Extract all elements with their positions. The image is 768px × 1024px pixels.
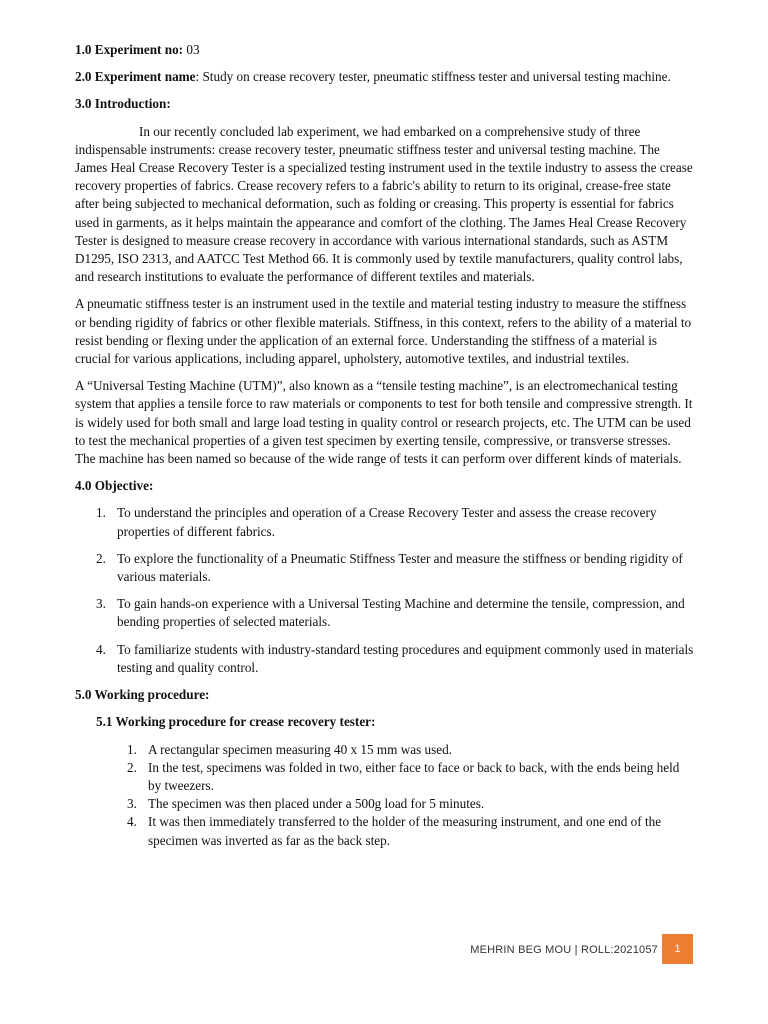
list-item: 3. The specimen was then placed under a 500g load for 5 minutes.	[127, 796, 485, 812]
intro-paragraph-3: A “Universal Testing Machine (UTM)”, also known as a “tensile testing machine”, is an electromechanical testing system that applies a tensile force to raw materials or components to test for both tensile and compressive strength. It is widely used for both small and large load testing in quality control or research projects, etc. The UTM can be used to test the mechanical properties of a given test specimen by exerting tensile, compressive, or transverse stresses. The machine has been named so because of the wide range of tests it can perform over different kinds of materials.	[75, 378, 693, 467]
objective-list	[75, 504, 694, 677]
experiment-name: 2.0 Experiment name: Study on crease recovery tester, pneumatic stiffness tester and universal testing machine.	[75, 69, 671, 85]
list-item: 4. To familiarize students with industry-standard testing procedures and equipment commonly used in materials testing and quality control.	[96, 641, 694, 675]
objective-heading: 4.0 Objective:	[75, 478, 154, 494]
list-item: 2. In the test, specimens was folded in two, either face to face or back to back, with the ends being held by tweezers.	[127, 759, 680, 793]
page-number-badge: 1	[662, 934, 693, 964]
footer-author-roll: MEHRIN BEG MOU | ROLL:2021057	[470, 944, 658, 956]
list-item: 2. To explore the functionality of a Pneumatic Stiffness Tester and measure the stiffness or bending rigidity of various materials.	[96, 550, 683, 585]
list-item: 1. To understand the principles and operation of a Crease Recovery Tester and assess the crease recovery properties of different fabrics.	[96, 505, 657, 539]
list-item: 3. To gain hands-on experience with a Universal Testing Machine and determine the tensile, compression, and bending properties of selected materials.	[96, 596, 685, 630]
procedure-list	[75, 741, 694, 850]
intro-paragraph-2: A pneumatic stiffness tester is an instrument used in the textile and material testing industry to measure the stiffness or bending rigidity of fabrics or other flexible materials. Stiffness, in this context, refers to the ability of a material to resist bending or flexing under the application of an external force. Understanding the stiffness of a material is crucial for various applications, including apparel, upholstery, automotive textiles, and industrial textiles.	[75, 296, 692, 367]
list-item: 1. A rectangular specimen measuring 40 x 15 mm was used.	[127, 741, 452, 757]
intro-paragraph-1: In our recently concluded lab experiment, we had embarked on a comprehensive study of three indispensable instruments: crease recovery tester, pneumatic stiffness tester and universal testing machine. The James Heal Crease Recovery Tester is a specialized testing instrument used in the textile industry to assess the crease recovery properties of fabrics. Crease recovery refers to a fabric's ability to return to its original, crease-free state after being subjected to mechanical deformation, such as folding or creasing. This property is essential for fabrics used in garments, as it helps maintain the appearance and comfort of the clothing. The James Heal Crease Recovery Tester is designed to measure crease recovery in accordance with various international standards, such as ASTM D1295, ISO 2313, and AATCC Test Method 66. It is commonly used by textile manufacturers, quality control labs, and research institutions to evaluate the performance of different textiles and materials.	[75, 123, 693, 285]
introduction-heading: 3.0 Introduction:	[75, 96, 171, 112]
procedure-subheading: 5.1 Working procedure for crease recovery tester:	[96, 714, 376, 730]
procedure-heading: 5.0 Working procedure:	[75, 687, 210, 703]
experiment-number: 1.0 Experiment no: 03	[75, 42, 200, 57]
page-footer	[0, 934, 768, 964]
list-item: 4. It was then immediately transferred to the holder of the measuring instrument, and one end of the specimen was inverted as far as the back step.	[127, 814, 662, 848]
